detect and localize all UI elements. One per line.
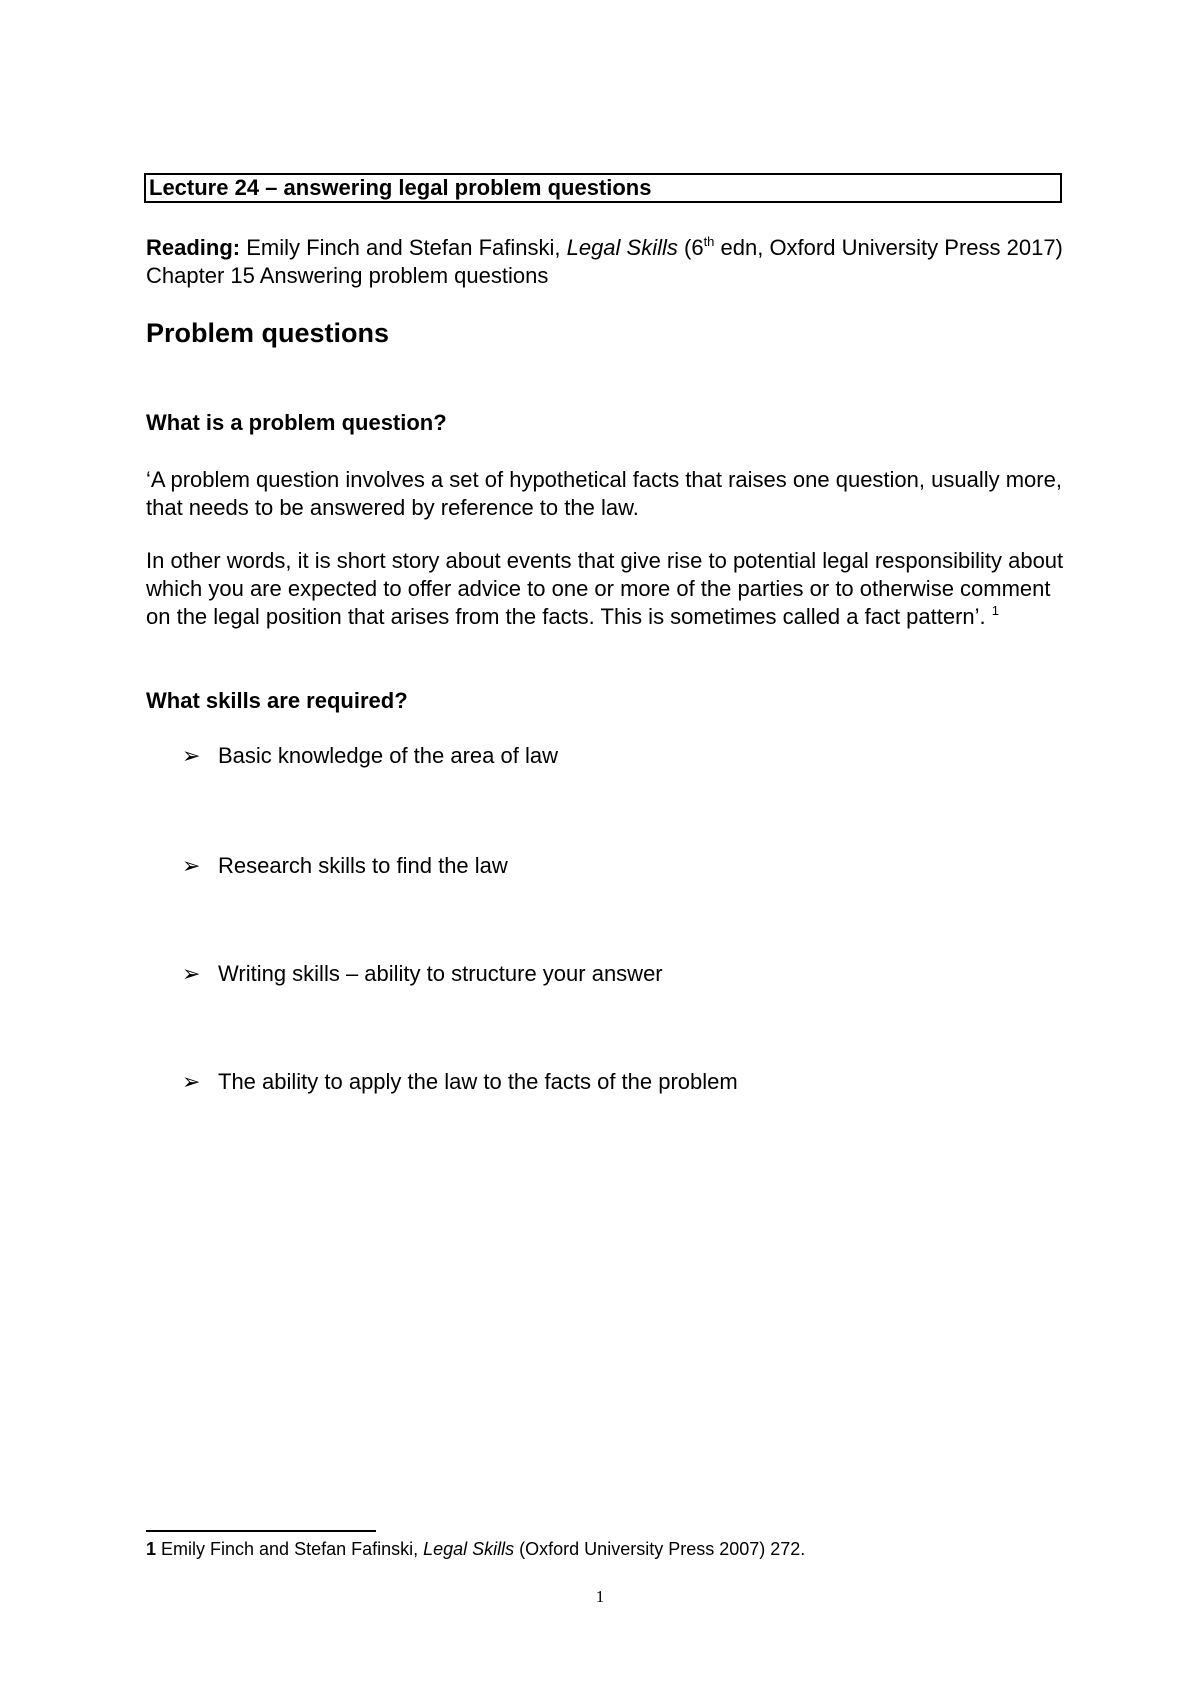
footnote [146, 1537, 805, 1561]
reading-book-title: Legal Skills [566, 235, 678, 260]
list-item-text: Research skills to find the law [218, 853, 508, 878]
arrow-bullet-icon: ➢ [182, 853, 201, 878]
explanation-text: In other words, it is short story about events that give rise to potential legal responsibility about which you are expected to offer advice to one or more of the parties or to otherwise comment on the legal position that arises from the facts. This is sometimes called a fact pattern’. [146, 548, 1064, 629]
reading-label: Reading: [146, 235, 241, 260]
lecture-title-box [144, 173, 1062, 203]
main-heading: Problem questions [146, 318, 390, 348]
list-item-text: The ability to apply the law to the facts of the problem [218, 1069, 738, 1094]
section-heading-what-is: What is a problem question? [146, 410, 447, 435]
list-item [182, 852, 508, 880]
lecture-title: Lecture 24 – answering legal problem questions [149, 175, 652, 200]
section-heading-skills: What skills are required? [146, 688, 408, 713]
reading-reference [146, 234, 1066, 290]
reading-authors: Emily Finch and Stefan Fafinski, [240, 235, 567, 260]
footnote-reference: 1 [991, 603, 1000, 618]
reading-publisher-chapter: edn, Oxford University Press 2017) Chapter 15 Answering problem questions [146, 235, 1063, 288]
footnote-book-title: Legal Skills [423, 1539, 515, 1559]
arrow-bullet-icon: ➢ [182, 1069, 201, 1094]
reading-edition-superscript: th [703, 234, 715, 249]
arrow-bullet-icon: ➢ [182, 743, 201, 768]
definition-paragraph: ‘A problem question involves a set of hypothetical facts that raises one question, usually more, that needs to be answered by reference to the law. [146, 467, 1062, 520]
list-item-text: Writing skills – ability to structure your answer [218, 961, 663, 986]
page-number: 1 [595, 1587, 605, 1606]
arrow-bullet-icon: ➢ [182, 961, 201, 986]
reading-edition-prefix: (6 [677, 235, 704, 260]
list-item-text: Basic knowledge of the area of law [218, 743, 558, 768]
footnote-number: 1 [146, 1539, 157, 1559]
footnote-authors: Emily Finch and Stefan Fafinski, [156, 1539, 424, 1559]
footnote-publisher: (Oxford University Press 2007) 272. [514, 1539, 806, 1559]
list-item [182, 1068, 738, 1096]
explanation-paragraph [146, 547, 1066, 631]
list-item [182, 960, 663, 988]
list-item [182, 742, 558, 770]
footnote-separator [146, 1530, 376, 1532]
